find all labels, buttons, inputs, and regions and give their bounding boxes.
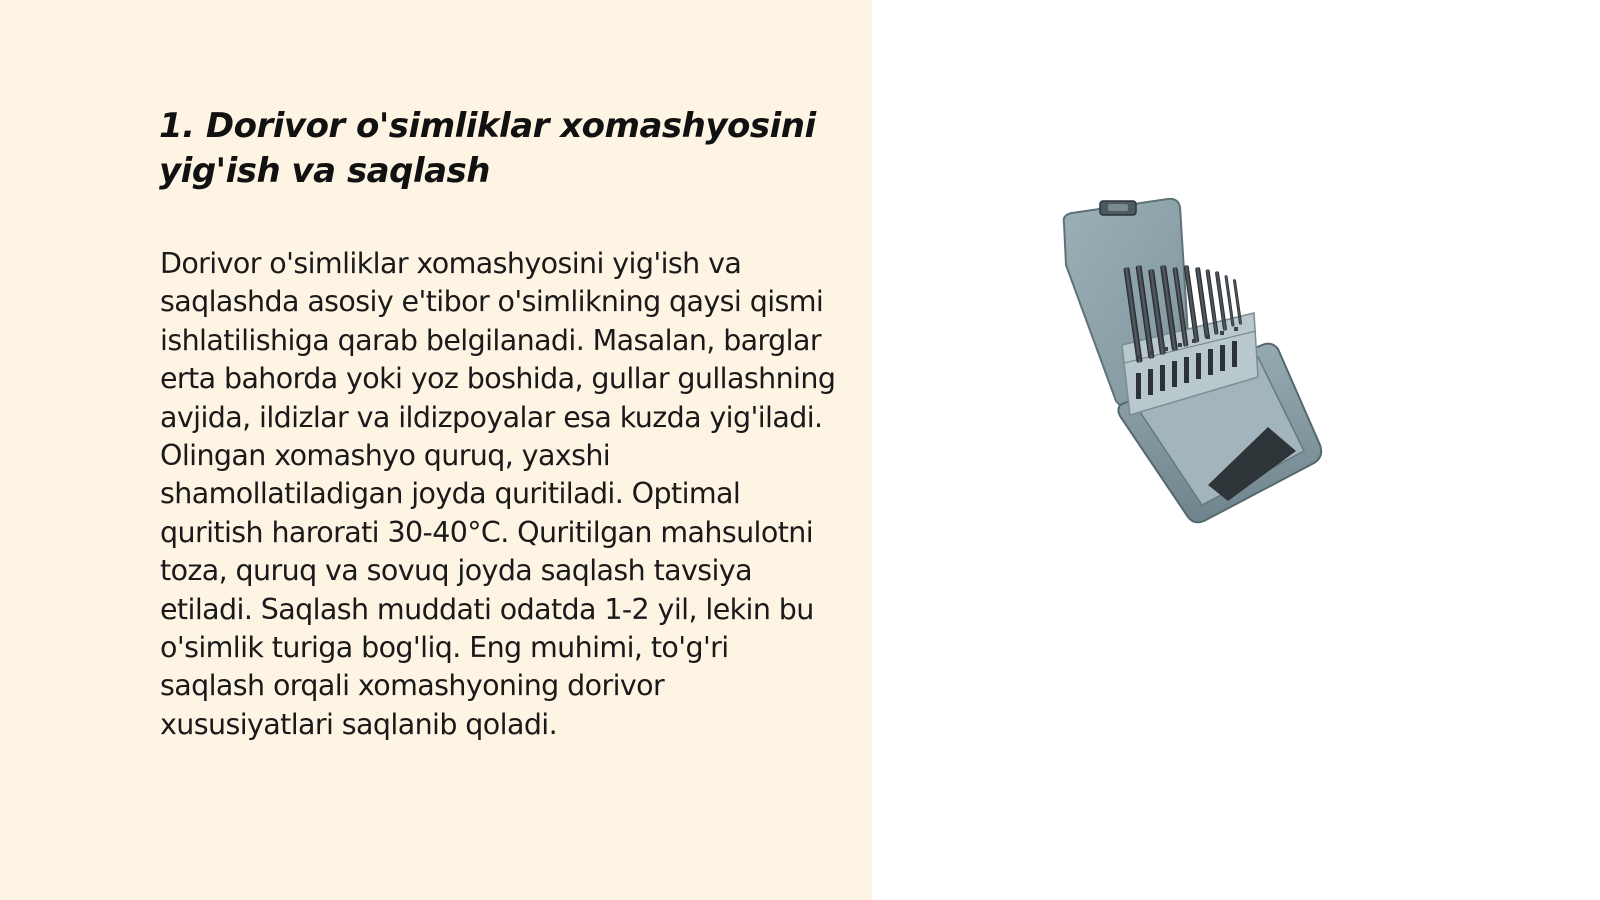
slide-body-text: Dorivor o'simliklar xomashyosini yig'ish va saqlashda asosiy e'tibor o'simlikning qaysi qismi ishlatilishiga qarab belgilanadi. Masalan, barglar erta bahorda yoki yoz boshida, gullar gullashning avjida, ildizlar va ildizpoyalar esa kuzda yig'iladi. Olingan xomashyo quruq, yaxshi shamollatiladigan joyda quritiladi. Optimal quritish harorati 30-40°C. Quritilgan mahsulotni toza, quruq va sovuq joyda saqlash tavsiya etiladi. Saqlash muddati odatda 1-2 yil, lekin bu o'simlik turiga bog'liq. Eng muhimi, to'g'ri saqlash orqali xomashyoning dorivor xususiyatlari saqlanib qoladi.: [160, 247, 836, 741]
drill-bit-set-case-image: [1058, 195, 1343, 540]
slide-title: 1. Dorivor o'simliklar xomashyosini yig'ish va saqlash: [159, 106, 816, 191]
